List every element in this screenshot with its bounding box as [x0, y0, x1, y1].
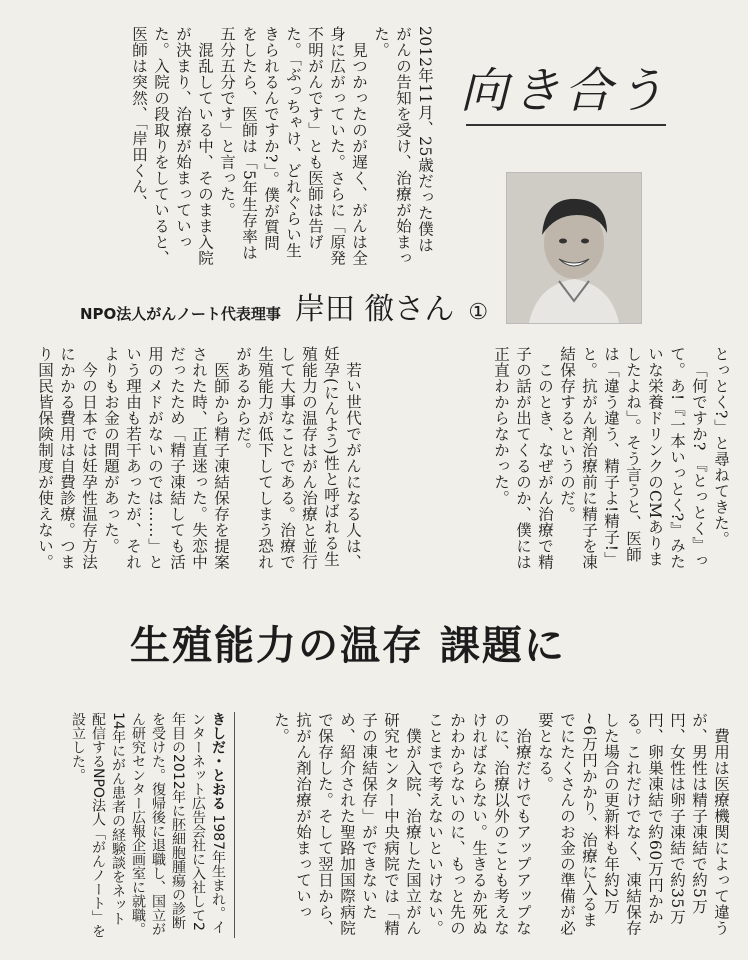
byline-name: 岸田 徹さん [294, 292, 455, 327]
headline: 生殖能力の温存 課題に [130, 623, 566, 669]
paragraph: 僕が入院、治療した国立がん研究センター中央病院では「精子の凍結保存」ができないため、紹介された聖路加国際病院で保存した。そして翌日から、抗がん剤治療が始まっていった。 [272, 712, 422, 936]
title-underline [466, 124, 666, 126]
paragraph: 「何ですか? 『とっとく』って。あ!『一本いっとく?』みたいな栄養ドリンクのCMありましたよね」。そう言うと、医師は「違う違う、精子よ!精子!」と。抗がん剤治療前に精子を凍結保存するというのだ。 [558, 346, 708, 570]
profile-name: きしだ・とおる [210, 712, 226, 810]
paragraph: 治療だけでもアップアップなのに、治療以外のことも考えなければならない。生きるか死ぬかわからないのに、もっと先のことまで考えないといけない。 [426, 712, 532, 936]
portrait-photo [506, 172, 642, 324]
article-column-top [132, 26, 436, 266]
paragraph: このとき、なぜがん治療で精子の話が出てくるのか、僕には正直わからなかった。 [492, 346, 554, 570]
author-profile [28, 712, 235, 938]
paragraph: 混乱している中、そのまま入院が決まり、治療が始まっていった。入院の段取りをしていると、医師は突然、「岸田くん、 [130, 26, 214, 266]
paragraph: 見つかったのが遅く、がんは全身に広がっていた。さらに「原発不明がんです」とも医師は告げた。「ぶっちゃけ、どれぐらい生きられるんですか?」。僕が質問をしたら、医師は「5年生存率は五分五分です」と言った。 [218, 26, 368, 266]
paragraph: 若い世代でがんになる人は、妊孕(にんよう)性と呼ばれる生殖能力の温存はがん治療と並行して大事なことである。治療で生殖能力が低下してしまう恐れがあるからだ。 [234, 346, 362, 570]
paragraph: 今の日本では妊孕性温存方法にかかる費用は自費診療。つまり国民皆保険制度が使えない。 [36, 346, 98, 570]
article-column-bottom [272, 712, 732, 938]
byline-organization: NPO法人がんノート代表理事 [80, 305, 281, 323]
byline-number: ① [468, 300, 489, 325]
byline [80, 284, 500, 327]
article-column-middle-left [18, 346, 364, 572]
paragraph: 費用は医療機関によって違うが、男性は精子凍結で約5万円、女性は卵子凍結で約35万円、卵巣凍結で約60万円かかる。これだけでなく、凍結保存した場合の更新料も年約2万~6万円かかり、治療に入るまでにたくさんのお金の準備が必要となる。 [536, 712, 730, 936]
column-title: 向き合う [460, 63, 669, 119]
paragraph: とっとく?」と尋ねてきた。 [712, 346, 730, 547]
portrait-illustration [507, 173, 641, 323]
paragraph: 医師から精子凍結保存を提案された時、正直迷った。失恋中だったため「精子凍結しても活用のメドがないのでは……」という理由も若干あったが、それよりもお金の問題があった。 [102, 346, 230, 570]
paragraph: 2012年11月、25歳だった僕はがんの告知を受け、治療が始まった。 [372, 26, 434, 266]
article-column-middle-right [372, 346, 732, 572]
profile-bio: 1987年生まれ。インターネット広告会社に入社して2年目の2012年に胚細胞腫瘍の診断を受けた。復帰後に退職し、国立がん研究センター広報企画室に就職。14年にがん患者の経験談をネット配信するNPO法人「がんノート」を設立した。 [70, 712, 226, 938]
